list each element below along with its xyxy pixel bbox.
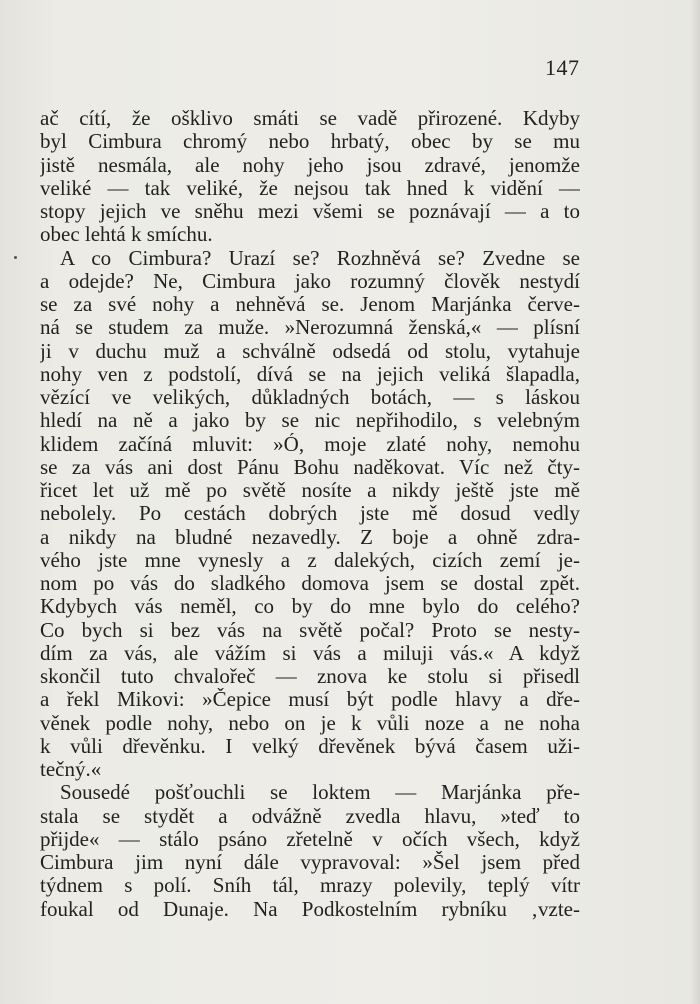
text-line: obec lehtá k smíchu.: [40, 223, 213, 247]
text-line: foukal od Dunaje. Na Podkostelním rybníku ‚vzte-: [40, 897, 580, 921]
paper-speck: [14, 256, 17, 259]
text-line: stala se stydět a odvážně zvedla hlavu, »teď to: [40, 804, 580, 828]
text-line: se za vás ani dost Pánu Bohu naděkovat. Víc než čty-: [40, 455, 580, 479]
text-line: skončil tuto chvalořeč — znova ke stolu si přisedl: [40, 665, 580, 688]
text-line: Kdybych vás neměl, co by do mne bylo do celého?: [40, 595, 580, 619]
text-line: Sousedé pošťouchli se loktem — Marjánka pře-: [60, 781, 580, 805]
text-line: a nikdy na bludné nezavedly. Z boje a ohně zdra-: [40, 525, 580, 549]
text-line: A co Cimbura? Urazí se? Rozhněvá se? Zvedne se: [60, 246, 580, 270]
text-line: k vůli dřevěnku. I velký dřevěnek bývá časem uži-: [40, 734, 580, 758]
text-line: klidem začíná mluvit: »Ó, moje zlaté nohy, nemohu: [40, 432, 580, 456]
text-line: veliké — tak veliké, že nejsou tak hned k vidění —: [40, 176, 580, 200]
text-line: dím za vás, ale vážím si vás a miluji vás.« A když: [40, 641, 580, 665]
text-line: nom po vás do sladkého domova jsem se dostal zpět.: [40, 572, 580, 595]
text-line: ná se studem za muže. »Nerozumná ženská,« — plísní: [40, 316, 580, 340]
text-line: nohy ven z podstolí, dívá se na jejich veliká šlapadla,: [40, 362, 580, 386]
text-line: nebolely. Po cestách dobrých jste mě dosud vedly: [40, 502, 580, 526]
text-line: Cimbura jim nyní dále vypravoval: »Šel jsem před: [40, 851, 580, 874]
text-line: vého jste mne vynesly a z dalekých, cizích zemí je-: [40, 548, 580, 572]
text-line: přijde« — stálo psáno zřetelně v očích všech, když: [40, 827, 580, 851]
text-line: a odejde? Ne, Cimbura jako rozumný člověk nestydí: [40, 269, 580, 293]
page-number: 147: [545, 55, 580, 80]
page-edge-shadow: [690, 0, 700, 1004]
body-text: [40, 107, 580, 921]
text-line: tečný.«: [40, 758, 102, 781]
text-line: stopy jejich ve sněhu mezi všemi se poznávají — a to: [40, 200, 580, 223]
text-line: ji v duchu muž a schválně odsedá od stolu, vytahuje: [40, 339, 580, 363]
text-line: věnek podle nohy, nebo on je k vůli noze a ne noha: [40, 711, 580, 735]
text-line: Co bych si bez vás na světě počal? Proto se nesty-: [40, 618, 580, 642]
text-line: ač cítí, že ošklivo smáti se vadě přirozené. Kdyby: [40, 107, 580, 130]
text-line: a řekl Mikovi: »Čepice musí být podle hlavy a dře-: [40, 688, 580, 712]
text-line: vězící ve velikých, důkladných botách, — s láskou: [40, 386, 580, 409]
text-line: byl Cimbura chromý nebo hrbatý, obec by se mu: [40, 130, 580, 154]
text-line: se za své nohy a nehněvá se. Jenom Marjánka červe-: [40, 293, 580, 316]
text-line: jistě nesmála, ale nohy jeho jsou zdravé, jenomže: [40, 153, 580, 177]
text-line: hledí na ně a jako by se nic nepřihodilo, s velebným: [40, 409, 580, 433]
text-line: týdnem s polí. Sníh tál, mrazy polevily, teplý vítr: [40, 874, 580, 898]
text-line: řicet let už mě po světě nosíte a nikdy ještě jste mě: [40, 479, 580, 502]
